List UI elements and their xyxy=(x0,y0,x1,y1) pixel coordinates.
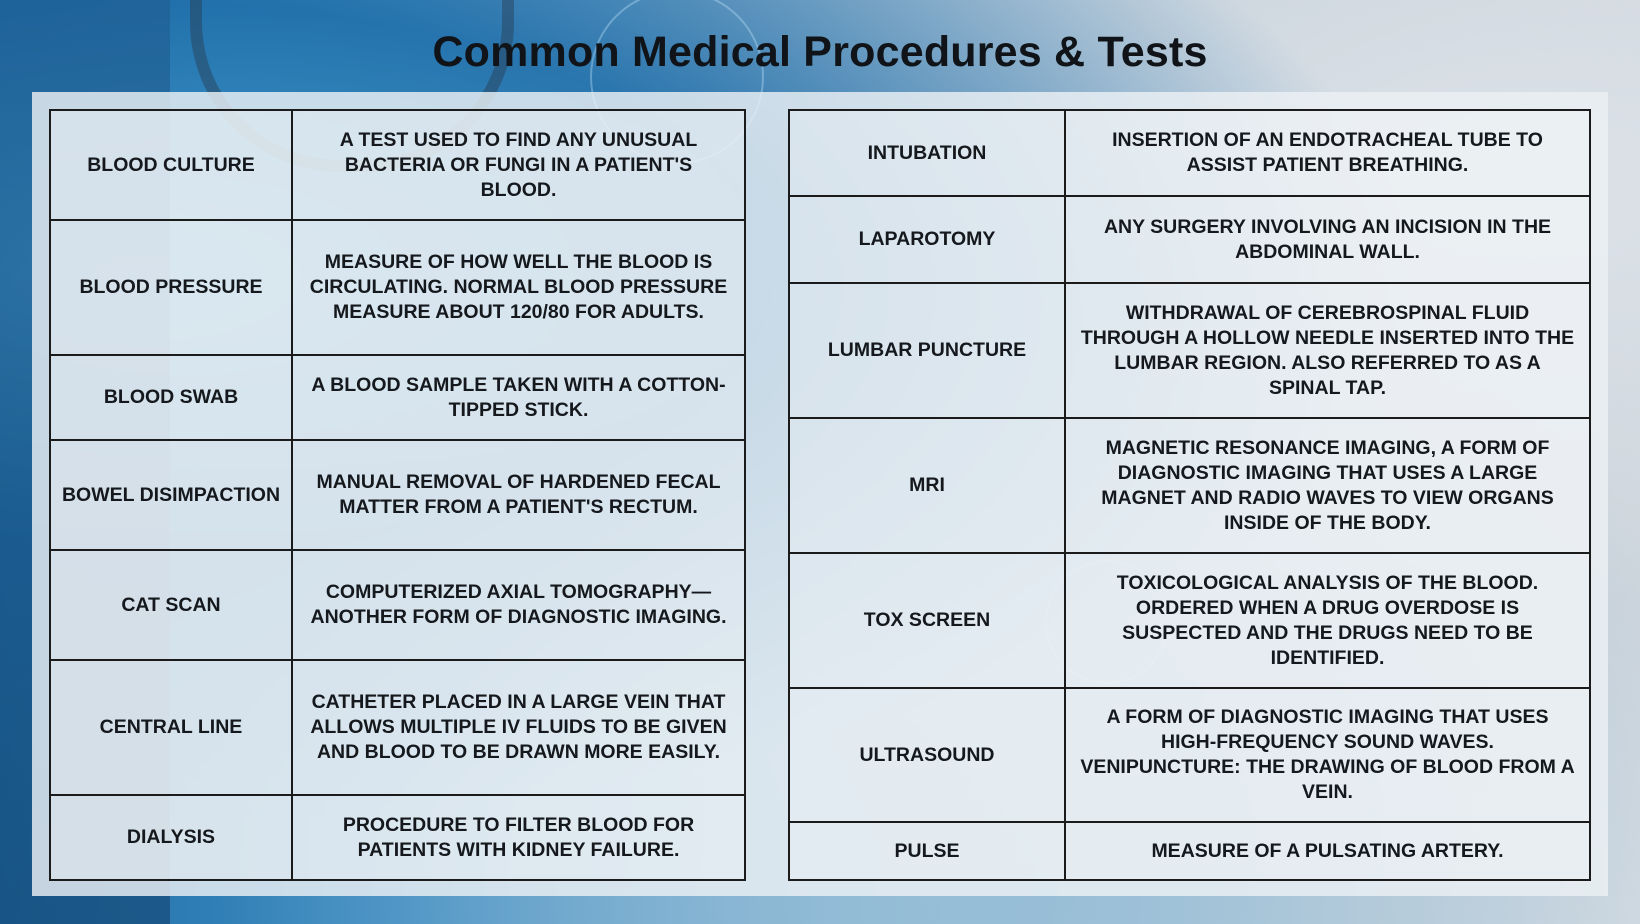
procedures-table-right xyxy=(788,109,1591,881)
definition-cell: CATHETER PLACED IN A LARGE VEIN THAT ALLOWS MULTIPLE IV FLUIDS TO BE GIVEN AND BLOOD TO BE DRAWN MORE EASILY. xyxy=(292,660,745,795)
term-cell: PULSE xyxy=(789,822,1065,880)
term-cell: BLOOD CULTURE xyxy=(50,110,292,220)
term-cell: LUMBAR PUNCTURE xyxy=(789,283,1065,418)
term-cell: MRI xyxy=(789,418,1065,553)
table-row xyxy=(50,795,745,880)
term-cell: CENTRAL LINE xyxy=(50,660,292,795)
definition-cell: MANUAL REMOVAL OF HARDENED FECAL MATTER FROM A PATIENT'S RECTUM. xyxy=(292,440,745,550)
table-row xyxy=(50,440,745,550)
definition-cell: MEASURE OF A PULSATING ARTERY. xyxy=(1065,822,1590,880)
definition-cell: ANY SURGERY INVOLVING AN INCISION IN THE ABDOMINAL WALL. xyxy=(1065,196,1590,283)
table-row xyxy=(789,822,1590,880)
term-cell: ULTRASOUND xyxy=(789,688,1065,822)
term-cell: LAPAROTOMY xyxy=(789,196,1065,283)
table-row xyxy=(789,418,1590,553)
definition-cell: TOXICOLOGICAL ANALYSIS OF THE BLOOD. ORDERED WHEN A DRUG OVERDOSE IS SUSPECTED AND THE DRUGS NEED TO BE IDENTIFIED. xyxy=(1065,553,1590,688)
term-cell: BOWEL DISIMPACTION xyxy=(50,440,292,550)
term-cell: INTUBATION xyxy=(789,110,1065,196)
table-row xyxy=(789,688,1590,822)
definition-cell: A BLOOD SAMPLE TAKEN WITH A COTTON-TIPPED STICK. xyxy=(292,355,745,440)
definition-cell: COMPUTERIZED AXIAL TOMOGRAPHY—ANOTHER FORM OF DIAGNOSTIC IMAGING. xyxy=(292,550,745,660)
definition-cell: PROCEDURE TO FILTER BLOOD FOR PATIENTS WITH KIDNEY FAILURE. xyxy=(292,795,745,880)
definition-cell: A TEST USED TO FIND ANY UNUSUAL BACTERIA OR FUNGI IN A PATIENT'S BLOOD. xyxy=(292,110,745,220)
term-cell: DIALYSIS xyxy=(50,795,292,880)
definition-cell: MEASURE OF HOW WELL THE BLOOD IS CIRCULATING. NORMAL BLOOD PRESSURE MEASURE ABOUT 120/80 FOR ADULTS. xyxy=(292,220,745,355)
table-row xyxy=(50,550,745,660)
table-row xyxy=(50,660,745,795)
term-cell: CAT SCAN xyxy=(50,550,292,660)
table-row xyxy=(789,110,1590,196)
procedures-table-left xyxy=(49,109,746,881)
term-cell: TOX SCREEN xyxy=(789,553,1065,688)
table-row xyxy=(789,283,1590,418)
definition-cell: INSERTION OF AN ENDOTRACHEAL TUBE TO ASSIST PATIENT BREATHING. xyxy=(1065,110,1590,196)
definition-cell: MAGNETIC RESONANCE IMAGING, A FORM OF DIAGNOSTIC IMAGING THAT USES A LARGE MAGNET AND RADIO WAVES TO VIEW ORGANS INSIDE OF THE BODY. xyxy=(1065,418,1590,553)
term-cell: BLOOD PRESSURE xyxy=(50,220,292,355)
table-row xyxy=(50,220,745,355)
table-row xyxy=(789,553,1590,688)
table-row xyxy=(789,196,1590,283)
term-cell: BLOOD SWAB xyxy=(50,355,292,440)
table-row xyxy=(50,355,745,440)
table-row xyxy=(50,110,745,220)
page-title: Common Medical Procedures & Tests xyxy=(432,28,1208,76)
definition-cell: A FORM OF DIAGNOSTIC IMAGING THAT USES HIGH-FREQUENCY SOUND WAVES. VENIPUNCTURE: THE DRAWING OF BLOOD FROM A VEIN. xyxy=(1065,688,1590,822)
definition-cell: WITHDRAWAL OF CEREBROSPINAL FLUID THROUGH A HOLLOW NEEDLE INSERTED INTO THE LUMBAR REGION. ALSO REFERRED TO AS A SPINAL TAP. xyxy=(1065,283,1590,418)
